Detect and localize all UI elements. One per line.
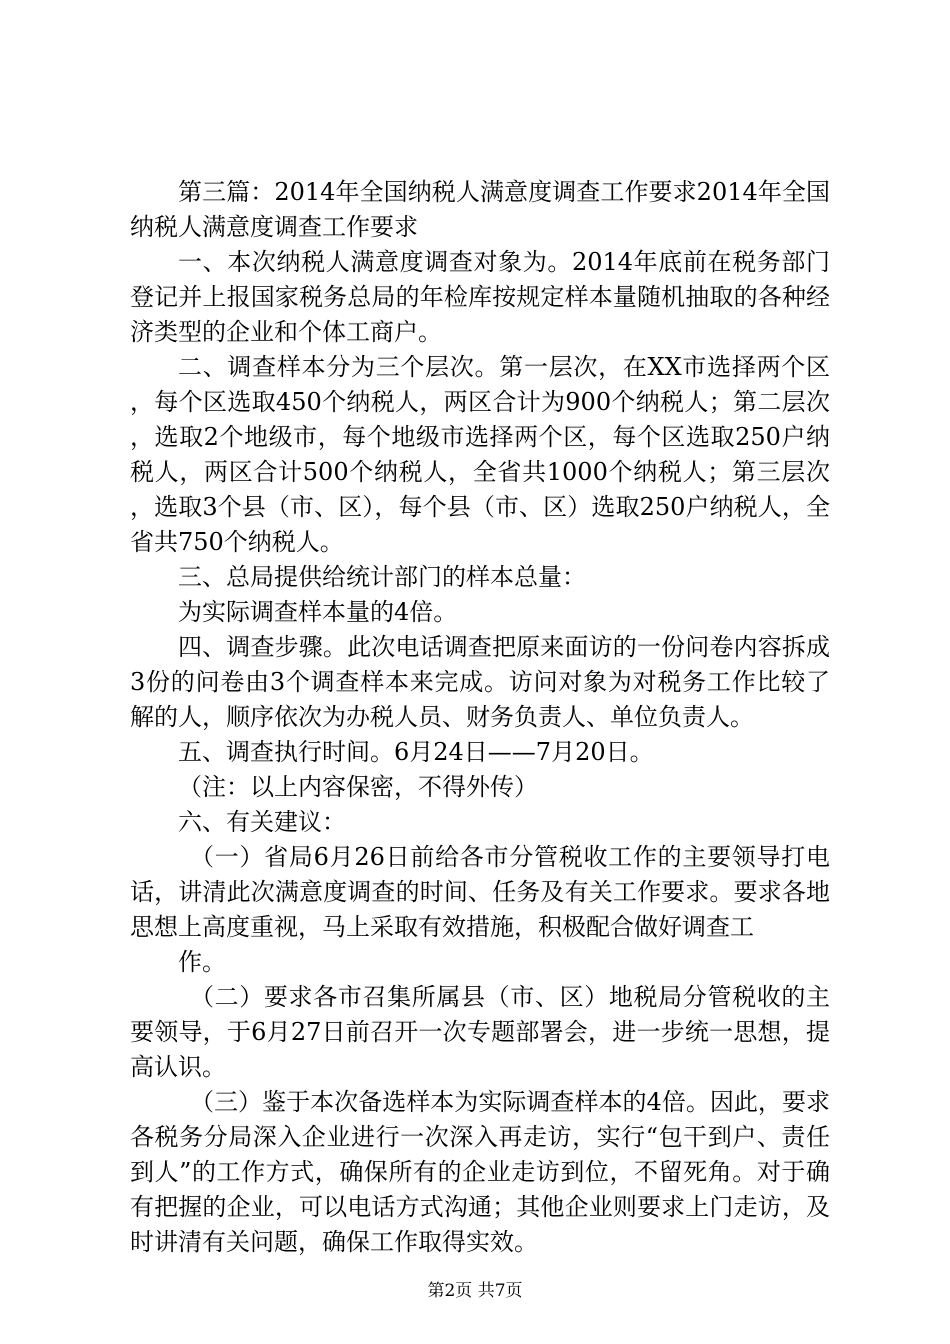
paragraph-survey-target: 一、本次纳税人满意度调查对象为。2014年底前在税务部门登记并上报国家税务总局的年检库按规定样本量随机抽取的各种经济类型的企业和个体工商户。: [130, 248, 830, 346]
paragraph-execution-time: 五、调查执行时间。6月24日——7月20日。: [178, 738, 654, 766]
page-footer: [0, 1280, 950, 1302]
document-title-paragraph: 第三篇：2014年全国纳税人满意度调查工作要求2014年全国纳税人满意度调查工作要求: [130, 178, 830, 241]
page-number-label: 第2页 共7页: [427, 1281, 523, 1301]
paragraph-suggestions-heading: 六、有关建议：: [178, 808, 346, 836]
document-body: [130, 175, 830, 1260]
paragraph-sample-multiple: 为实际调查样本量的4倍。: [178, 598, 458, 626]
paragraph-sample-levels: 二、调查样本分为三个层次。第一层次，在XX市选择两个区，每个区选取450个纳税人，两区合计为900个纳税人；第二层次，选取2个地级市，每个地级市选择两个区，每个区选取250户纳税人，两区合计500个纳税人，全省共1000个纳税人；第三层次，选取3个县（市、区），每个县（市、区）选取250户纳税人，全省共750个纳税人。: [130, 353, 830, 556]
paragraph-suggestion-2: （二）要求各市召集所属县（市、区）地税局分管税收的主要领导，于6月27日前召开一次专题部署会，进一步统一思想，提高认识。: [130, 983, 830, 1081]
paragraph-survey-steps: 四、调查步骤。此次电话调查把原来面访的一份问卷内容拆成3份的问卷由3个调查样本来完成。访问对象为对税务工作比较了解的人，顺序依次为办税人员、财务负责人、单位负责人。: [130, 633, 830, 731]
paragraph-sample-total: 三、总局提供给统计部门的样本总量：: [178, 563, 586, 591]
paragraph-suggestion-3: （三）鉴于本次备选样本为实际调查样本的4倍。因此，要求各税务分局深入企业进行一次深入再走访，实行“包干到户、责任到人”的工作方式，确保所有的企业走访到位，不留死角。对于确有把握的企业，可以电话方式沟通；其他企业则要求上门走访，及时讲清有关问题，确保工作取得实效。: [130, 1088, 830, 1256]
paragraph-confidential-note: （注：以上内容保密，不得外传）: [178, 773, 538, 801]
paragraph-suggestion-1-end: 作。: [178, 948, 226, 976]
paragraph-suggestion-1: （一）省局6月26日前给各市分管税收工作的主要领导打电话，讲清此次满意度调查的时间、任务及有关工作要求。要求各地思想上高度重视，马上采取有效措施，积极配合做好调查工: [130, 843, 830, 941]
